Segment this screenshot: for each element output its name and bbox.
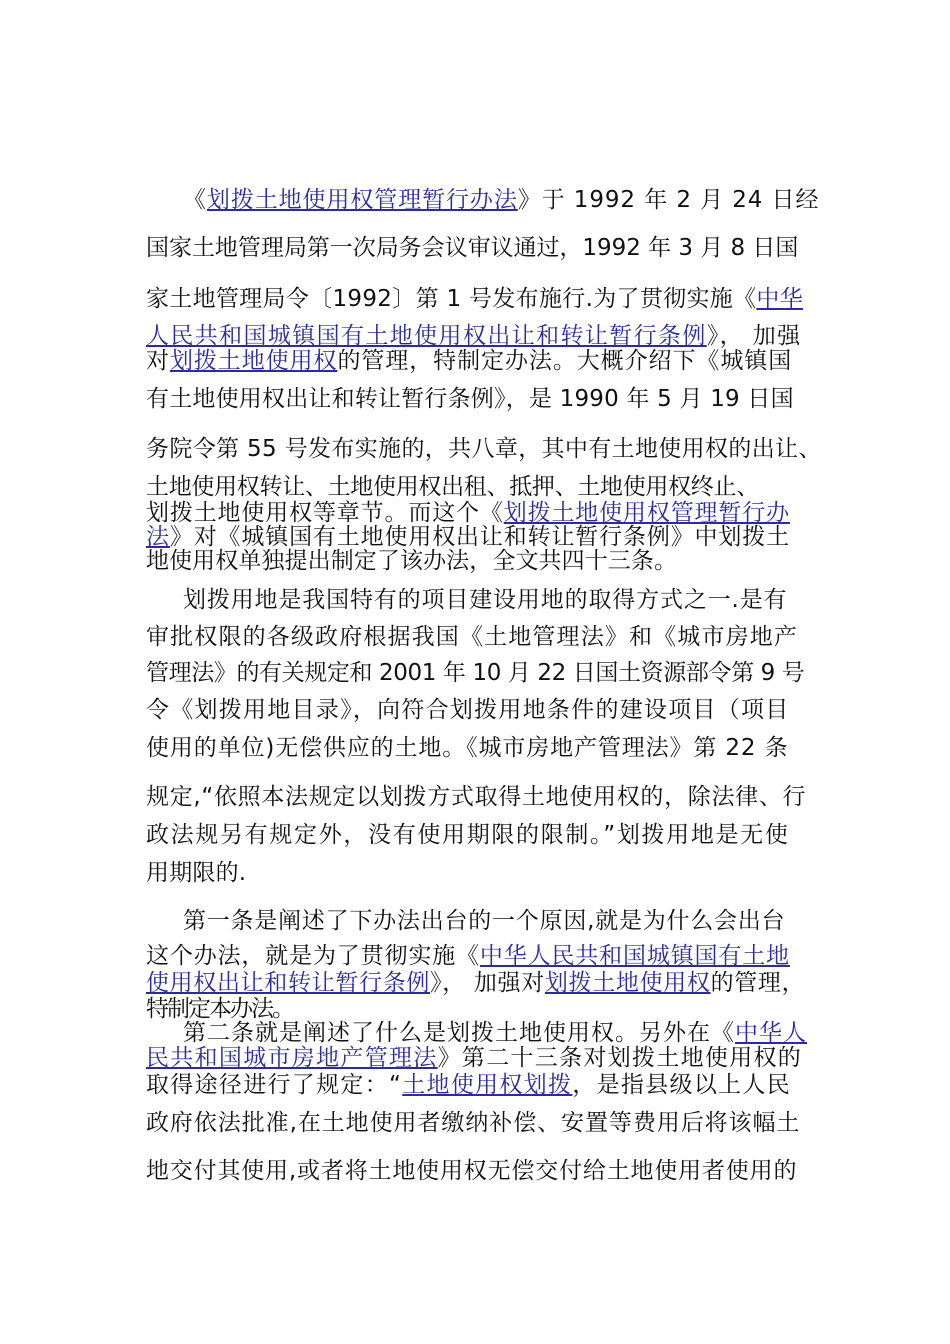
text-line [146, 624, 798, 650]
text-run: 》， 加强 [706, 323, 802, 349]
text-line [146, 1158, 797, 1184]
text-run: 审批权限的各级政府根据我国《土地管理法》和《城市房地产 [146, 624, 799, 650]
text-run: 地交付其使用,或者将土地使用权无偿交付给土地使用者使用的 [146, 1158, 798, 1184]
text-run: 家土地管理局令〔1992〕第 1 号发布施行.为了贯彻实施《 [146, 286, 757, 312]
text-line [146, 386, 794, 412]
text-run: 》于 1992 年 2 月 24 日经 [517, 187, 820, 213]
text-run: 国家土地管理局第一次局务会议审议通过，1992 年 3 月 8 日国 [146, 235, 799, 261]
text-line [146, 500, 790, 526]
text-run: 有土地使用权出让和转让暂行条例》，是 1990 年 5 月 19 日国 [146, 386, 794, 412]
text-run: 取得途径进行了规定：“ [146, 1072, 403, 1098]
text-run: ，是指县级以上人民 [572, 1072, 792, 1098]
hyperlink[interactable]: 人民共和国城镇国有土地使用权出让和转让暂行条例 [146, 323, 707, 349]
hyperlink[interactable]: 使用权出让和转让暂行条例 [146, 970, 431, 996]
text-run: 令《划拨用地目录》，向符合划拨用地条件的建设项目（项目 [146, 697, 790, 723]
text-line [146, 474, 759, 500]
text-line [146, 943, 790, 969]
text-line [146, 323, 801, 349]
text-line [146, 548, 677, 574]
text-run: 管理法》的有关规定和 2001 年 10 月 22 日国土资源部令第 9 号 [146, 660, 805, 686]
text-line [146, 735, 788, 761]
hyperlink[interactable]: 中华人 [735, 1020, 807, 1046]
hyperlink[interactable]: 中华人民共和国城镇国有土地 [479, 943, 790, 969]
text-run: 》对《城镇国有土地使用权出让和转让暂行条例》中划拨土 [169, 524, 790, 550]
text-run: 使用的单位)无偿供应的土地。《城市房地产管理法》第 22 条 [146, 735, 789, 761]
text-run: 规定,“依照本法规定以划拨方式取得土地使用权的，除法律、行 [146, 784, 807, 810]
text-line [146, 436, 822, 462]
text-run: 用期限的. [146, 860, 247, 886]
text-line [146, 348, 792, 374]
text-line [146, 996, 293, 1022]
text-run: 》， 加强对 [430, 970, 545, 996]
text-run: 特制定本办法。 [146, 996, 293, 1022]
hyperlink[interactable]: 划拨土地使用权 [544, 970, 711, 996]
hyperlink[interactable]: 划拨土地使用权管理暂行办 [503, 500, 790, 526]
text-line [146, 660, 804, 686]
text-run: 》第二十三条对划拨土地使用权的 [437, 1045, 803, 1071]
text-run: 这个办法，就是为了贯彻实施《 [146, 943, 480, 969]
text-run: 《 [183, 187, 207, 213]
text-run: 划拨用地是我国特有的项目建设用地的取得方式之一.是有 [183, 587, 788, 613]
text-run: 对 [146, 348, 170, 374]
text-line [146, 1072, 791, 1098]
text-run: 务院令第 55 号发布实施的，共八章，其中有土地使用权的出让、 [146, 436, 822, 462]
hyperlink[interactable]: 土地使用权划拨 [402, 1072, 573, 1098]
hyperlink[interactable]: 划拨土地使用权管理暂行办法 [206, 187, 518, 213]
text-line [146, 1045, 802, 1071]
text-line [183, 1020, 807, 1046]
text-run: 第一条是阐述了下办法出台的一个原因,就是为什么会出台 [183, 908, 786, 934]
text-run: 的管理， [710, 970, 806, 996]
text-line [183, 587, 787, 613]
text-line [146, 970, 805, 996]
hyperlink[interactable]: 中华 [756, 286, 804, 312]
text-run: 的管理，特制定办法。大概介绍下《城镇国 [337, 348, 793, 374]
text-line [183, 908, 785, 934]
text-line [146, 1110, 800, 1136]
text-line [146, 697, 790, 723]
text-line [146, 860, 246, 886]
hyperlink[interactable]: 划拨土地使用权 [169, 348, 338, 374]
text-line [146, 784, 806, 810]
hyperlink[interactable]: 民共和国城市房地产管理法 [146, 1045, 438, 1071]
text-run: 第二条就是阐述了什么是划拨土地使用权。另外在《 [183, 1020, 735, 1046]
text-line [146, 822, 790, 848]
text-run: 土地使用权转让、土地使用权出租、抵押、土地使用权终止、 [146, 474, 759, 500]
text-run: 划拨土地使用权等章节。而这个《 [146, 500, 504, 526]
text-line [146, 524, 790, 550]
text-run: 政法规另有规定外，没有使用期限的限制。”划拨用地是无使 [146, 822, 790, 848]
text-line [183, 187, 819, 213]
hyperlink[interactable]: 法 [146, 524, 170, 550]
text-line [146, 235, 798, 261]
text-line [146, 286, 803, 312]
text-run: 地使用权单独提出制定了该办法，全文共四十三条。 [146, 548, 678, 574]
text-run: 政府依法批准,在土地使用者缴纳补偿、安置等费用后将该幅土 [146, 1110, 801, 1136]
